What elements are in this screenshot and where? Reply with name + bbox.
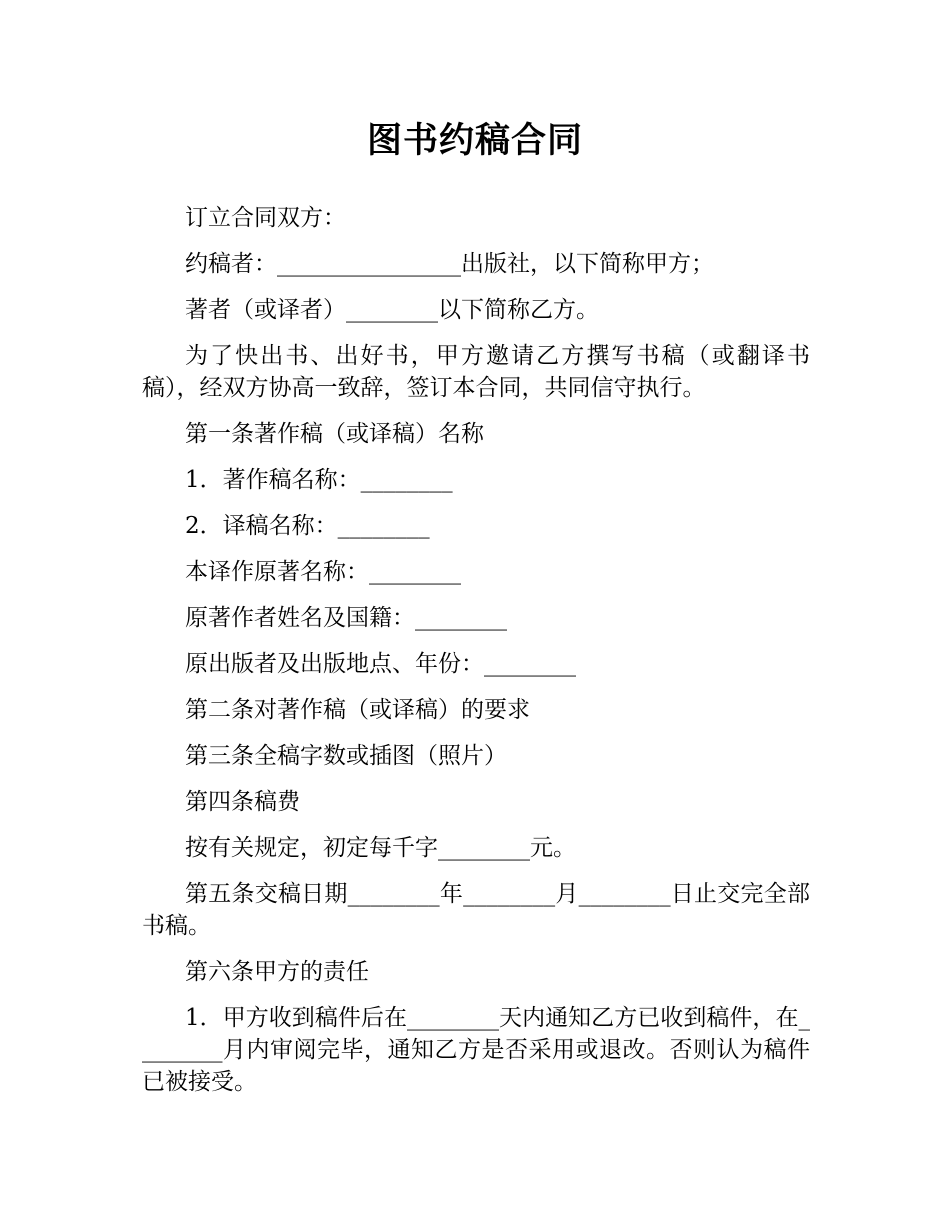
article-2-heading: 第二条对著作稿（或译稿）的要求: [185, 697, 530, 723]
article-1-heading: 第一条著作稿（或译稿）名称: [185, 421, 484, 447]
article-1-item-2: 2．译稿名称：________: [185, 513, 430, 539]
paragraph-party-b: 著者（或译者）________以下简称乙方。: [185, 297, 599, 323]
article-1-original-publisher: 原出版者及出版地点、年份：________: [185, 651, 576, 677]
article-1-item-1: 1．著作稿名称：________: [185, 467, 453, 493]
paragraph-parties-intro: 订立合同双方：: [185, 205, 346, 231]
document-title: 图书约稿合同: [366, 121, 583, 161]
article-6-heading: 第六条甲方的责任: [185, 959, 369, 985]
article-4-fee: 按有关规定，初定每千字________元。: [185, 835, 576, 861]
article-3-heading: 第三条全稿字数或插图（照片）: [185, 743, 507, 769]
document-body: [142, 202, 810, 1112]
article-5-delivery-date: 第五条交稿日期________年________月________日止交完全部书稿。: [142, 881, 810, 939]
article-6-item-1: 1．甲方收到稿件后在________天内通知乙方已收到稿件，在________月内审阅完毕，通知乙方是否采用或退改。否则认为稿件已被接受。: [142, 1005, 810, 1095]
article-1-original-title: 本译作原著名称：________: [185, 559, 461, 585]
paragraph-party-a: 约稿者：________________出版社，以下简称甲方；: [185, 251, 714, 277]
article-1-original-author: 原著作者姓名及国籍：________: [185, 605, 507, 631]
paragraph-preamble: 为了快出书、出好书，甲方邀请乙方撰写书稿（或翻译书稿），经双方协高一致辞，签订本合同，共同信守执行。: [142, 343, 810, 401]
article-4-heading: 第四条稿费: [185, 789, 300, 815]
